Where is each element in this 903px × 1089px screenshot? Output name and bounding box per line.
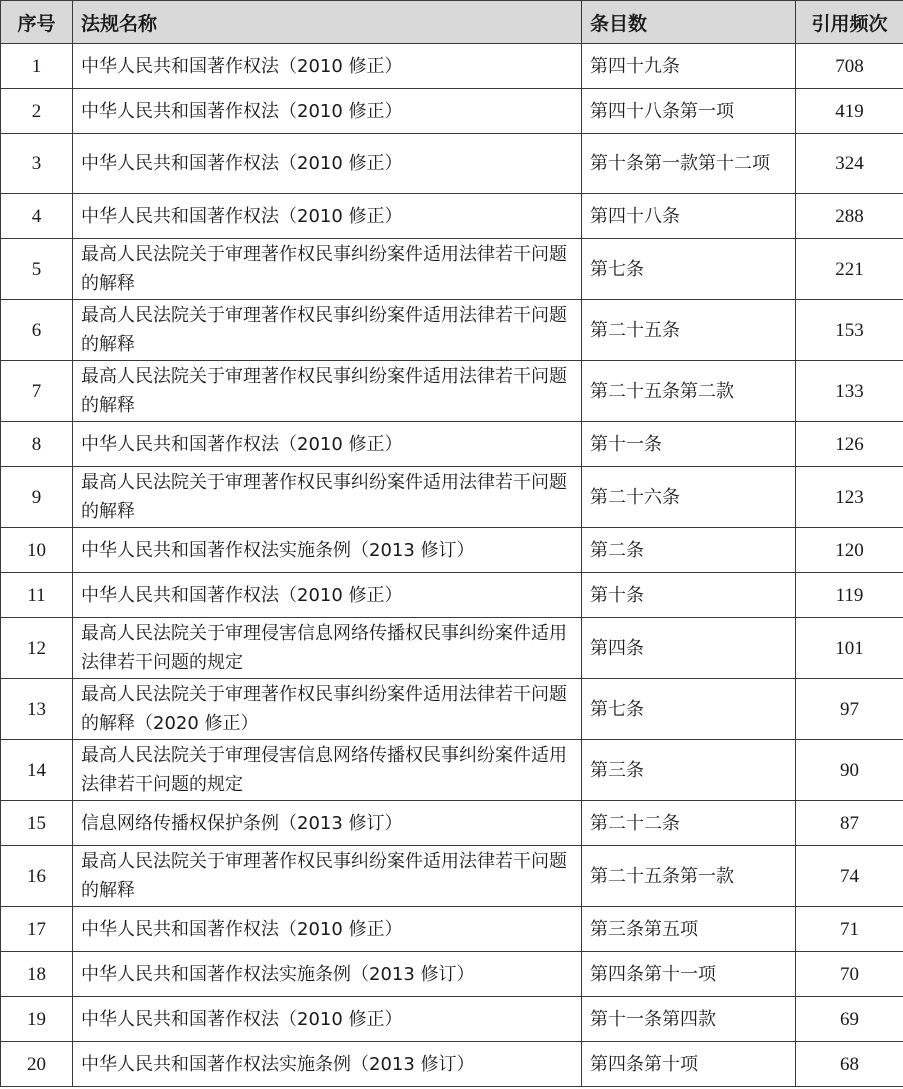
regulation-name-cell: 最高人民法院关于审理著作权民事纠纷案件适用法律若干问题的解释: [73, 239, 582, 300]
frequency-cell: 87: [796, 801, 903, 846]
header-citation-frequency: 引用频次: [796, 1, 903, 44]
article-cell: 第四条第十项: [582, 1042, 796, 1087]
article-cell: 第四十九条: [582, 44, 796, 89]
regulation-name-cell: 最高人民法院关于审理著作权民事纠纷案件适用法律若干问题的解释（2020 修正）: [73, 679, 582, 740]
article-cell: 第十一条: [582, 422, 796, 467]
table-row: [1, 194, 903, 239]
article-cell: 第四条: [582, 618, 796, 679]
regulation-name-cell: 最高人民法院关于审理著作权民事纠纷案件适用法律若干问题的解释: [73, 361, 582, 422]
regulation-name-cell: 中华人民共和国著作权法（2010 修正）: [73, 907, 582, 952]
serial-number-cell: 17: [1, 907, 73, 952]
regulation-name-cell: 信息网络传播权保护条例（2013 修订）: [73, 801, 582, 846]
article-cell: 第四条第十一项: [582, 952, 796, 997]
frequency-cell: 126: [796, 422, 903, 467]
serial-number-cell: 14: [1, 740, 73, 801]
table-row: [1, 997, 903, 1042]
frequency-cell: 123: [796, 467, 903, 528]
article-cell: 第三条第五项: [582, 907, 796, 952]
frequency-cell: 119: [796, 573, 903, 618]
regulation-name-cell: 最高人民法院关于审理著作权民事纠纷案件适用法律若干问题的解释: [73, 846, 582, 907]
regulation-name-cell: 最高人民法院关于审理著作权民事纠纷案件适用法律若干问题的解释: [73, 300, 582, 361]
regulation-name-cell: 中华人民共和国著作权法（2010 修正）: [73, 997, 582, 1042]
frequency-cell: 69: [796, 997, 903, 1042]
frequency-cell: 221: [796, 239, 903, 300]
serial-number-cell: 12: [1, 618, 73, 679]
serial-number-cell: 1: [1, 44, 73, 89]
header-row: [1, 1, 903, 44]
regulation-name-cell: 中华人民共和国著作权法（2010 修正）: [73, 194, 582, 239]
table-row: [1, 618, 903, 679]
article-cell: 第二十五条: [582, 300, 796, 361]
table-body: [1, 44, 903, 1087]
article-cell: 第二条: [582, 528, 796, 573]
frequency-cell: 74: [796, 846, 903, 907]
regulation-name-cell: 最高人民法院关于审理著作权民事纠纷案件适用法律若干问题的解释: [73, 467, 582, 528]
regulation-name-cell: 中华人民共和国著作权法（2010 修正）: [73, 573, 582, 618]
serial-number-cell: 15: [1, 801, 73, 846]
serial-number-cell: 7: [1, 361, 73, 422]
regulation-name-cell: 中华人民共和国著作权法（2010 修正）: [73, 422, 582, 467]
table-row: [1, 467, 903, 528]
table-row: [1, 846, 903, 907]
article-cell: 第二十五条第一款: [582, 846, 796, 907]
frequency-cell: 70: [796, 952, 903, 997]
header-article: 条目数: [582, 1, 796, 44]
regulation-name-cell: 中华人民共和国著作权法实施条例（2013 修订）: [73, 952, 582, 997]
table-row: [1, 422, 903, 467]
table-row: [1, 801, 903, 846]
regulation-name-cell: 最高人民法院关于审理侵害信息网络传播权民事纠纷案件适用法律若干问题的规定: [73, 740, 582, 801]
article-cell: 第七条: [582, 239, 796, 300]
serial-number-cell: 20: [1, 1042, 73, 1087]
serial-number-cell: 2: [1, 89, 73, 134]
regulation-name-cell: 中华人民共和国著作权法实施条例（2013 修订）: [73, 528, 582, 573]
serial-number-cell: 11: [1, 573, 73, 618]
serial-number-cell: 8: [1, 422, 73, 467]
serial-number-cell: 18: [1, 952, 73, 997]
frequency-cell: 101: [796, 618, 903, 679]
table-row: [1, 952, 903, 997]
table-row: [1, 361, 903, 422]
article-cell: 第二十二条: [582, 801, 796, 846]
serial-number-cell: 19: [1, 997, 73, 1042]
frequency-cell: 97: [796, 679, 903, 740]
article-cell: 第三条: [582, 740, 796, 801]
table-row: [1, 573, 903, 618]
serial-number-cell: 4: [1, 194, 73, 239]
article-cell: 第七条: [582, 679, 796, 740]
table-row: [1, 300, 903, 361]
frequency-cell: 419: [796, 89, 903, 134]
table-row: [1, 740, 903, 801]
table-row: [1, 239, 903, 300]
header-regulation-name: 法规名称: [73, 1, 582, 44]
table-row: [1, 44, 903, 89]
regulation-name-cell: 中华人民共和国著作权法（2010 修正）: [73, 89, 582, 134]
table-header: [1, 1, 903, 44]
frequency-cell: 708: [796, 44, 903, 89]
article-cell: 第十条: [582, 573, 796, 618]
frequency-cell: 120: [796, 528, 903, 573]
frequency-cell: 71: [796, 907, 903, 952]
table-row: [1, 679, 903, 740]
table-row: [1, 1042, 903, 1087]
regulation-name-cell: 中华人民共和国著作权法（2010 修正）: [73, 44, 582, 89]
header-serial-number: 序号: [1, 1, 73, 44]
frequency-cell: 153: [796, 300, 903, 361]
article-cell: 第四十八条第一项: [582, 89, 796, 134]
frequency-cell: 288: [796, 194, 903, 239]
article-cell: 第十条第一款第十二项: [582, 134, 796, 194]
frequency-cell: 133: [796, 361, 903, 422]
frequency-cell: 68: [796, 1042, 903, 1087]
serial-number-cell: 6: [1, 300, 73, 361]
serial-number-cell: 5: [1, 239, 73, 300]
article-cell: 第十一条第四款: [582, 997, 796, 1042]
article-cell: 第四十八条: [582, 194, 796, 239]
serial-number-cell: 16: [1, 846, 73, 907]
frequency-cell: 324: [796, 134, 903, 194]
table-row: [1, 528, 903, 573]
serial-number-cell: 13: [1, 679, 73, 740]
regulation-name-cell: 最高人民法院关于审理侵害信息网络传播权民事纠纷案件适用法律若干问题的规定: [73, 618, 582, 679]
article-cell: 第二十六条: [582, 467, 796, 528]
regulation-name-cell: 中华人民共和国著作权法实施条例（2013 修订）: [73, 1042, 582, 1087]
regulation-name-cell: 中华人民共和国著作权法（2010 修正）: [73, 134, 582, 194]
serial-number-cell: 10: [1, 528, 73, 573]
table-row: [1, 134, 903, 194]
frequency-cell: 90: [796, 740, 903, 801]
article-cell: 第二十五条第二款: [582, 361, 796, 422]
serial-number-cell: 3: [1, 134, 73, 194]
serial-number-cell: 9: [1, 467, 73, 528]
table-row: [1, 89, 903, 134]
table-row: [1, 907, 903, 952]
